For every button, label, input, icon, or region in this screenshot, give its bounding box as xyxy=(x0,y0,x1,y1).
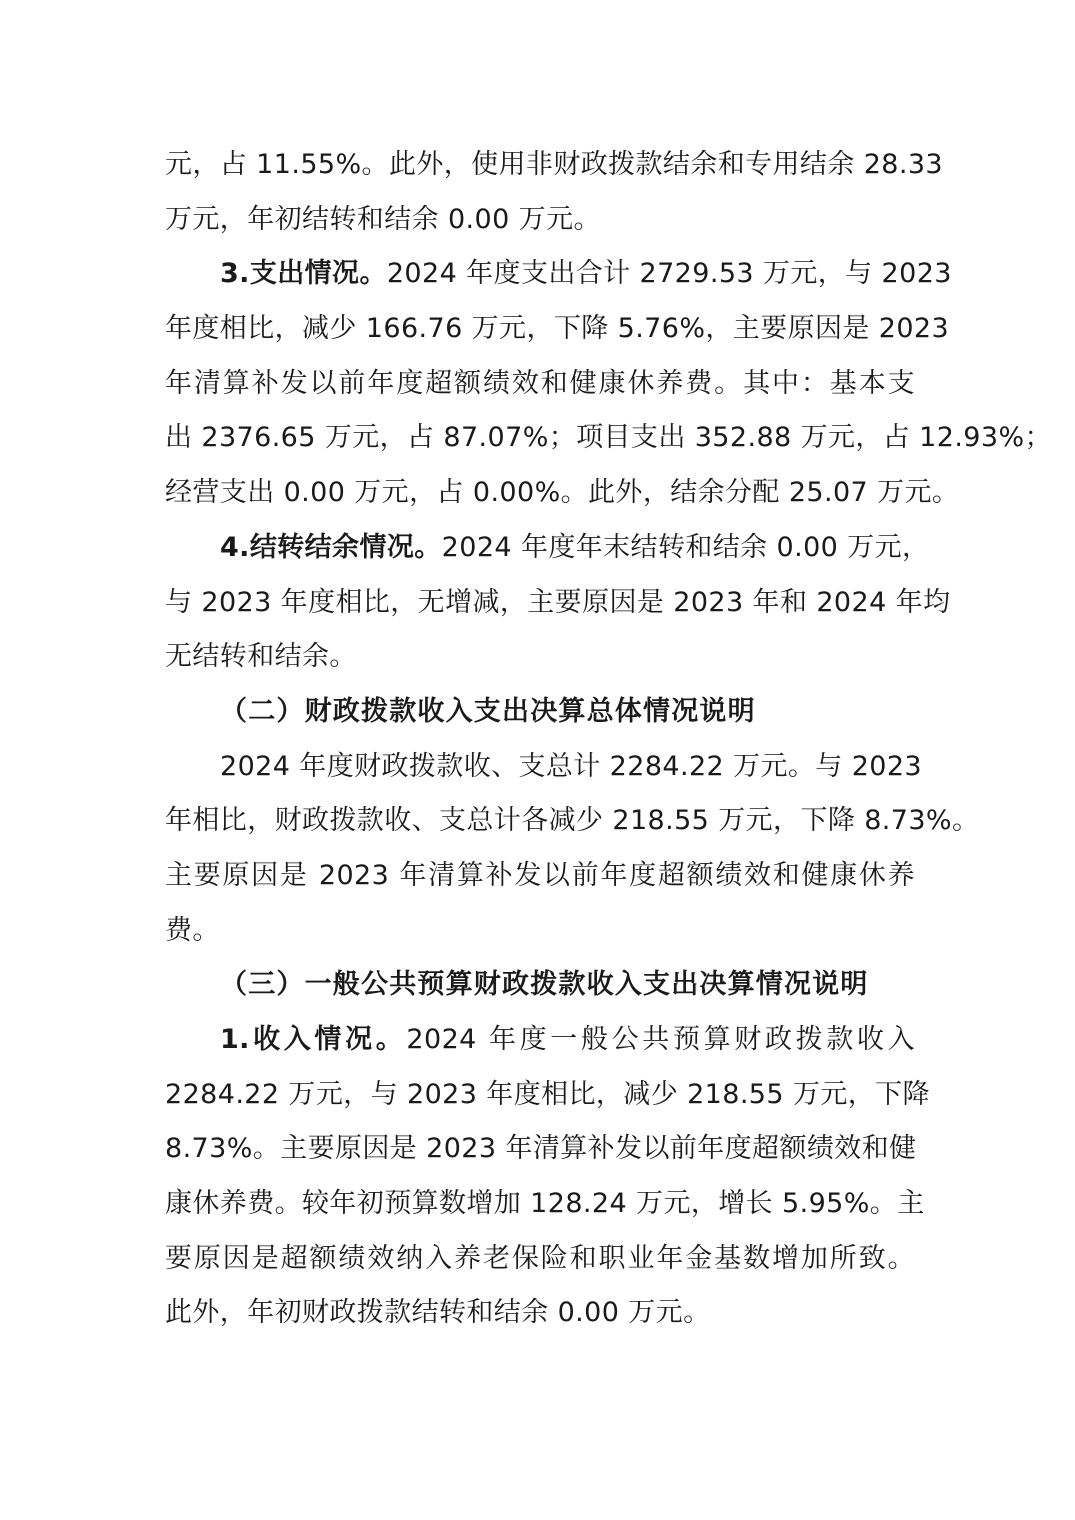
text-line: 要原因是超额绩效纳入养老保险和职业年金基数增加所致。 xyxy=(165,1242,915,1274)
text-line: 经营支出 0.00 万元，占 0.00%。此外，结余分配 25.07 万元。 xyxy=(165,477,960,509)
text-line: 主要原因是 2023 年清算补发以前年度超额绩效和健康休养 xyxy=(165,859,915,891)
text-line: 与 2023 年度相比，无增减，主要原因是 2023 年和 2024 年均 xyxy=(165,586,951,618)
document-body xyxy=(165,138,1052,1341)
text-line: 8.73%。主要原因是 2023 年清算补发以前年度超额绩效和健 xyxy=(165,1133,917,1165)
paragraph-expenditure xyxy=(165,247,952,302)
text-line: 年度相比，减少 166.76 万元，下降 5.76%，主要原因是 2023 xyxy=(165,313,950,345)
text-line: 康休养费。较年初预算数增加 128.24 万元，增长 5.95%。主 xyxy=(165,1188,925,1220)
text-span: 2024 年度支出合计 2729.53 万元，与 2023 xyxy=(386,258,952,290)
paragraph-income xyxy=(165,1013,915,1068)
section-heading-3: （三）一般公共预算财政拨款收入支出决算情况说明 xyxy=(220,969,869,1001)
text-line: 费。 xyxy=(165,914,220,946)
section-heading-2: （二）财政拨款收入支出决算总体情况说明 xyxy=(220,695,756,727)
text-line: 年相比，财政拨款收、支总计各减少 218.55 万元，下降 8.73%。 xyxy=(165,805,980,837)
paragraph-carryover xyxy=(165,521,930,576)
text-line: 万元，年初结转和结余 0.00 万元。 xyxy=(165,203,601,235)
text-line: 无结转和结余。 xyxy=(165,641,357,673)
text-line: 2284.22 万元，与 2023 年度相比，减少 218.55 万元，下降 xyxy=(165,1078,930,1110)
text-line: 此外，年初财政拨款结转和结余 0.00 万元。 xyxy=(165,1297,711,1329)
text-span: 2024 年度年末结转和结余 0.00 万元， xyxy=(441,531,930,563)
text-line: 2024 年度财政拨款收、支总计 2284.22 万元。与 2023 xyxy=(220,750,923,782)
section-lead-expenditure: 3.支出情况。 xyxy=(220,258,387,290)
text-line: 出 2376.65 万元，占 87.07%；项目支出 352.88 万元，占 12.93%； xyxy=(165,422,1052,454)
section-lead-carryover: 4.结转结余情况。 xyxy=(220,531,442,563)
text-span: 2024 年度一般公共预算财政拨款收入 xyxy=(406,1024,915,1055)
text-line: 元，占 11.55%。此外，使用非财政拨款结余和专用结余 28.33 xyxy=(165,149,944,180)
text-line: 年清算补发以前年度超额绩效和健康休养费。其中：基本支 xyxy=(165,367,915,399)
section-lead-income: 1.收入情况。 xyxy=(220,1024,407,1055)
